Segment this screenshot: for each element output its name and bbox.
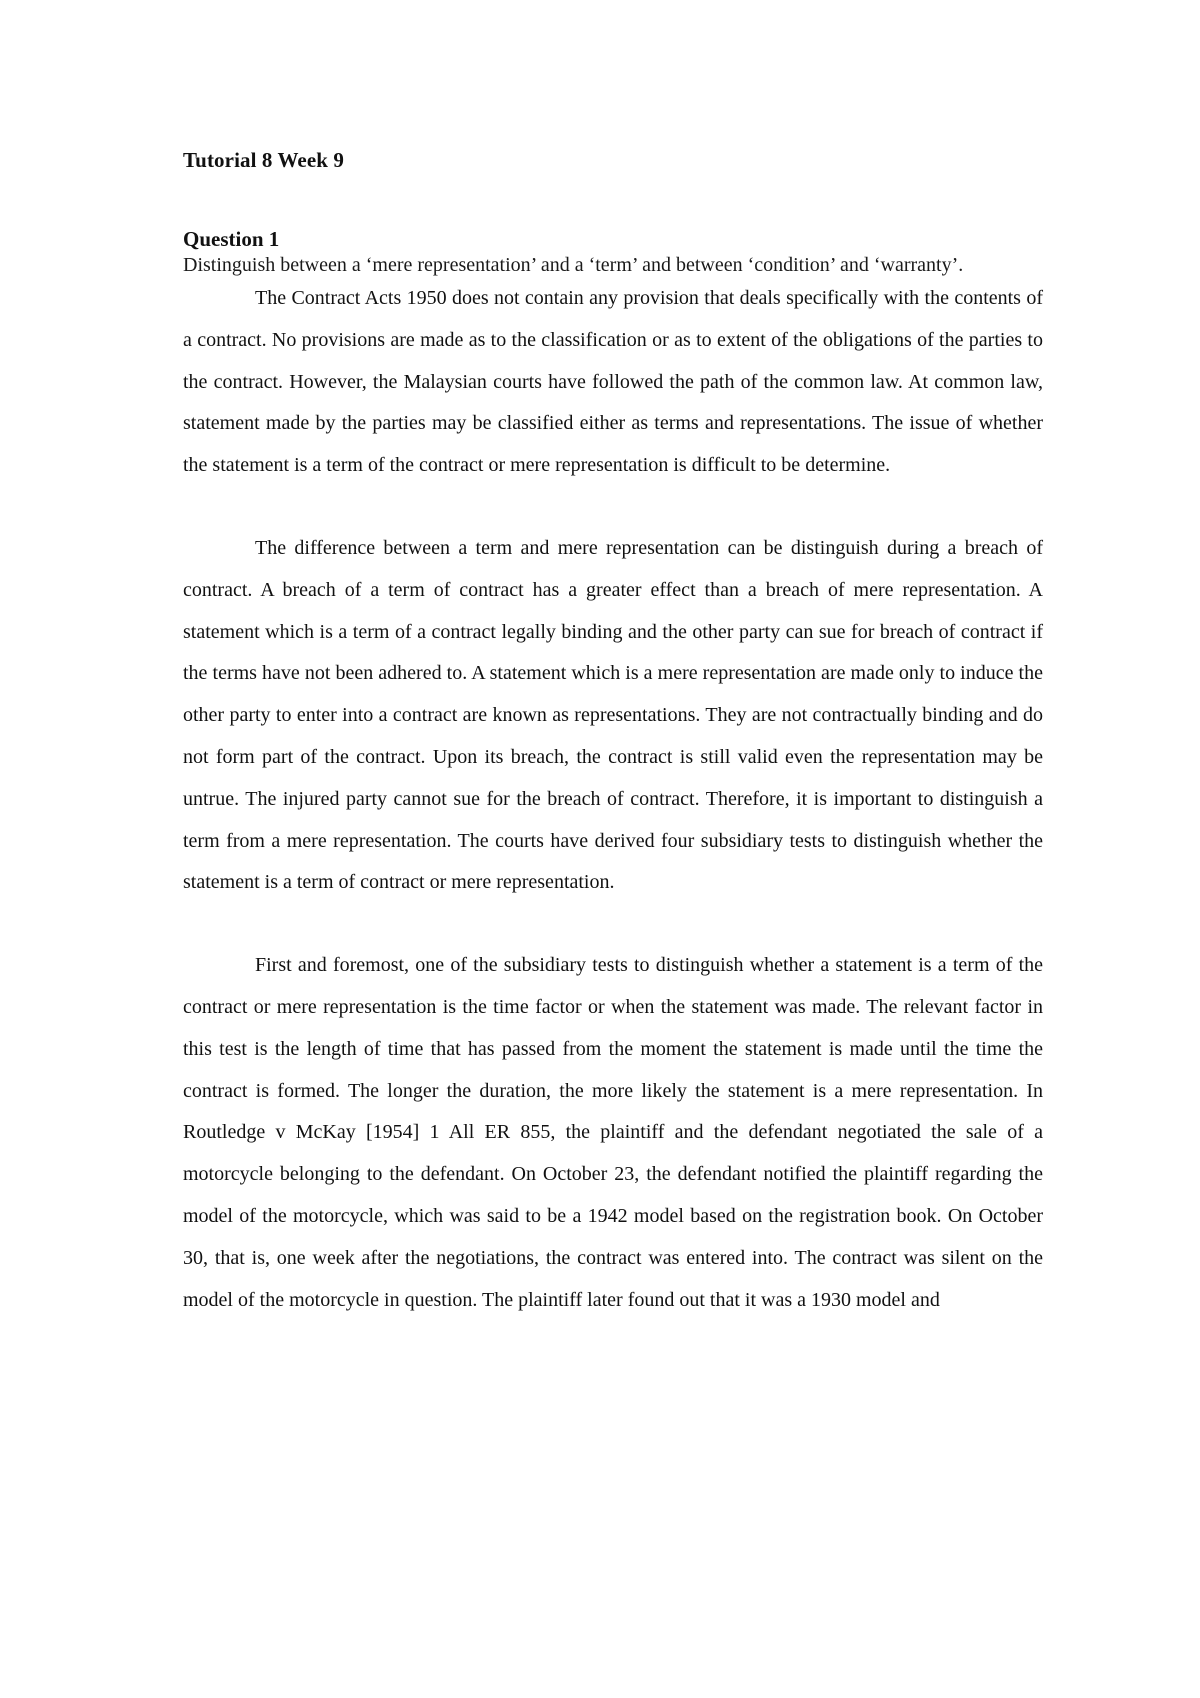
document-title: Tutorial 8 Week 9 bbox=[183, 148, 344, 172]
question-prompt: Distinguish between a ‘mere representation’ and a ‘term’ and between ‘condition’ and ‘warranty’. bbox=[183, 254, 964, 276]
document-body bbox=[183, 146, 1043, 1321]
paragraph-term-vs-representation: The difference between a term and mere representation can be distinguish during a breach of contract. A breach of a term of contract has a greater effect than a breach of mere representation. A statement which is a term of a contract legally binding and the other party can sue for breach of contract if the terms have not been adhered to. A statement which is a mere representation are made only to induce the other party to enter into a contract are known as representations. They are not contractually binding and do not form part of the contract. Upon its breach, the contract is still valid even the representation may be untrue. The injured party cannot sue for the breach of contract. Therefore, it is important to distinguish a term from a mere representation. The courts have derived four subsidiary tests to distinguish whether the statement is a term of contract or mere representation. bbox=[183, 536, 1043, 894]
question-heading: Question 1 bbox=[183, 227, 280, 251]
paragraph-contents-of-contract: The Contract Acts 1950 does not contain any provision that deals specifically with the contents of a contract. No provisions are made as to the classification or as to extent of the obligations of the parties to the contract. However, the Malaysian courts have followed the path of the common law. At common law, statement made by the parties may be classified either as terms and representations. The issue of whether the statement is a term of the contract or mere representation is difficult to be determine. bbox=[183, 287, 1043, 477]
paragraph-time-factor-test: First and foremost, one of the subsidiary tests to distinguish whether a statement is a term of the contract or mere representation is the time factor or when the statement was made. The relevant factor in this test is the length of time that has passed from the moment the statement is made until the time the contract is formed. The longer the duration, the more likely the statement is a mere representation. In Routledge v McKay [1954] 1 All ER 855, the plaintiff and the defendant negotiated the sale of a motorcycle belonging to the defendant. On October 23, the defendant notified the plaintiff regarding the model of the motorcycle, which was said to be a 1942 model based on the registration book. On October 30, that is, one week after the negotiations, the contract was entered into. The contract was silent on the model of the motorcycle in question. The plaintiff later found out that it was a 1930 model and bbox=[183, 954, 1043, 1311]
